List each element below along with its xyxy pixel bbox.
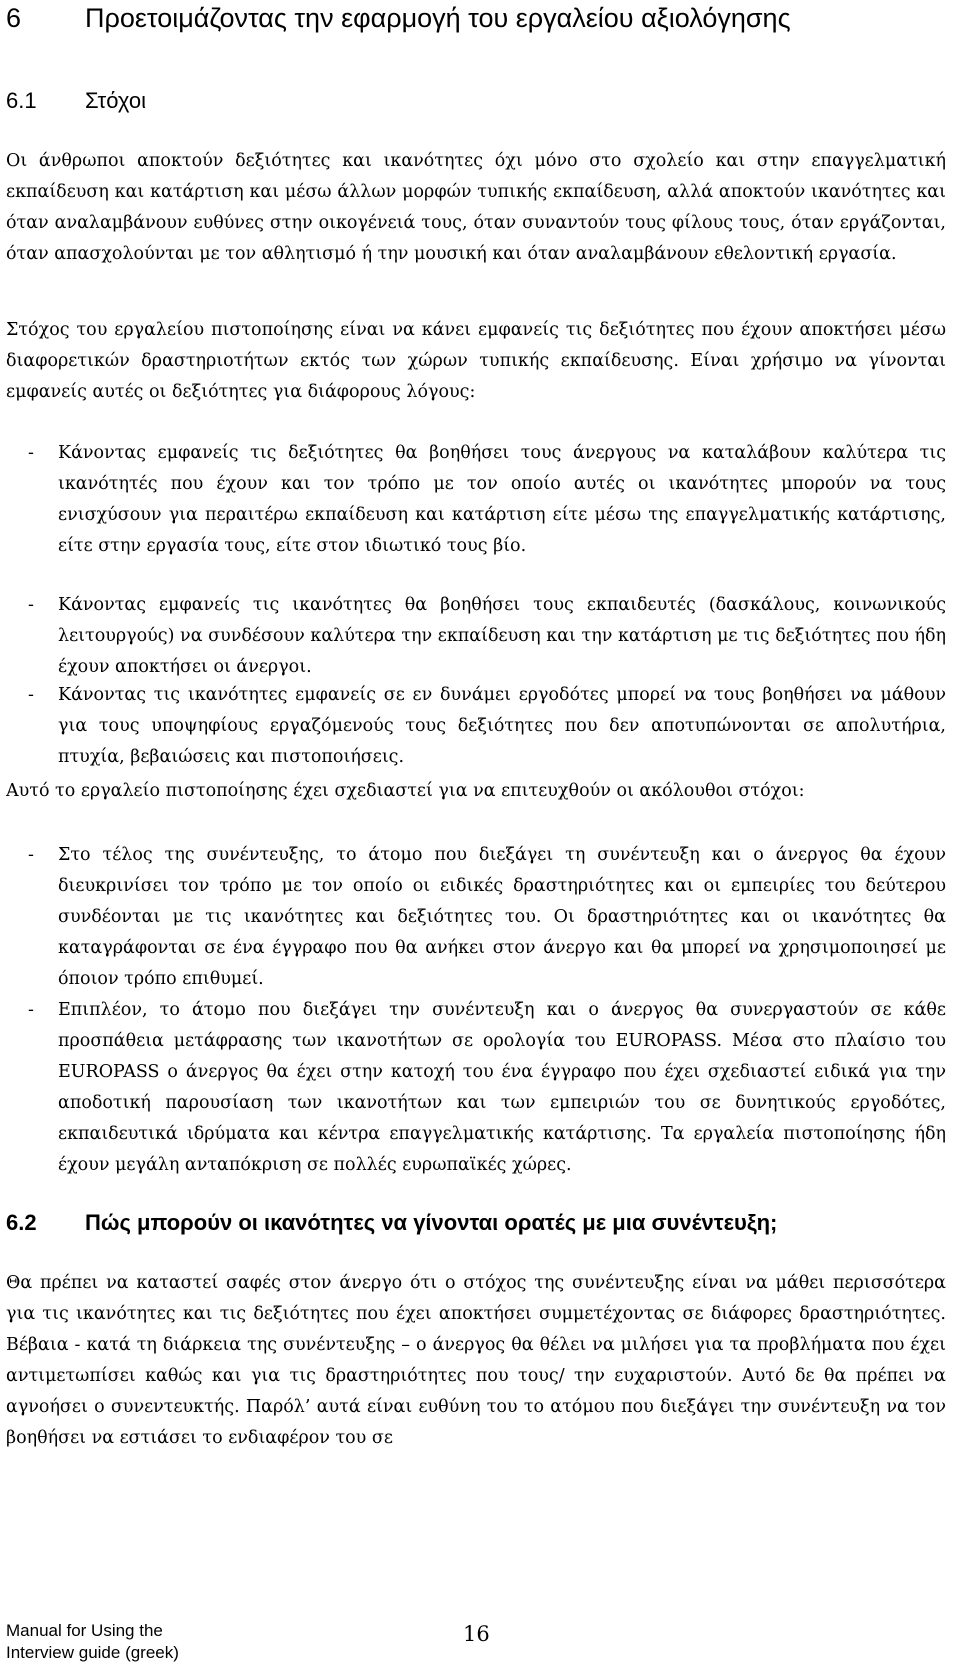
section-title: Προετοιμάζοντας την εφαρμογή του εργαλείου αξιολόγησης: [85, 3, 791, 33]
list-item-reason-2: - Κάνοντας εμφανείς τις ικανότητες θα βοηθήσει τους εκπαιδευτές (δασκάλους, κοινωνικούς λειτουργούς) να συνδέσουν καλύτερα την εκπαίδευση και την κατάρτιση με τις δεξιότητες που ήδη έχουν αποκτήσει οι άνεργοι.: [6, 590, 946, 683]
list-item-text: Επιπλέον, το άτομο που διεξάγει την συνέντευξη και ο άνεργος θα συνεργαστούν σε κάθε προσπάθεια μετάφρασης των ικανοτήτων σε ορολογία του EUROPASS. Μέσα στο πλαίσιο του EUROPASS ο άνεργος θα έχει στην κατοχή του ένα έγγραφο που έχει σχεδιαστεί ειδικά για την αποδοτική παρουσίαση των ικανοτήτων και των εμπειριών του σε δυνητικούς εργοδότες, εκπαιδευτικά ιδρύματα και κέντρα επαγγελματικής κατάρτισης. Τα εργαλεία πιστοποίησης ήδη έχουν μεγάλη ανταπόκριση σε πολλές ευρωπαϊκές χώρες.: [58, 1000, 946, 1175]
list-item-text: Κάνοντας εμφανείς τις δεξιότητες θα βοηθήσει τους άνεργους να καταλάβουν καλύτερα τις ικανότητές που έχουν και τον τρόπο με τον οποίο αυτές οι ικανότητες μπορούν να τους ενισχύσουν για περαιτέρω εκπαίδευση και κατάρτιση είτε μέσω της επαγγελματικής κατάρτισης, είτε στην εργασία τους, είτε στον ιδιωτικό τους βίο.: [58, 443, 946, 556]
footer-line-2: Interview guide (greek): [6, 1643, 179, 1662]
subsection-title: Πώς μπορούν οι ικανότητες να γίνονται ορατές με μια συνέντευξη;: [85, 1210, 778, 1235]
paragraph-tool-goals-intro: Αυτό το εργαλείο πιστοποίησης έχει σχεδιαστεί για να επιτευχθούν οι ακόλουθοι στόχοι:: [6, 781, 805, 801]
subsection-number: 6.2: [6, 1210, 37, 1235]
paragraph-skills-acquisition: Οι άνθρωποι αποκτούν δεξιότητες και ικανότητες όχι μόνο στο σχολείο και στην επαγγελματική εκπαίδευση και κατάρτιση και μέσω άλλων μορφών τυπικής εκπαίδευση, αλλά αποκτούν ικανότητες και όταν αναλαμβάνουν ευθύνες στην οικογένειά τους, όταν συναντούν τους φίλους τους, όταν εργάζονται, όταν απασχολούνται με τον αθλητισμό ή την μουσική και όταν αναλαμβάνουν εθελοντική εργασία.: [6, 151, 946, 264]
footer-line-1: Manual for Using the: [6, 1621, 163, 1640]
list-item-goal-1: - Στο τέλος της συνέντευξης, το άτομο που διεξάγει τη συνέντευξη και ο άνεργος θα έχουν διευκρινίσει τον τρόπο με τον οποίο οι ειδικές δραστηριότητες και οι εμπειρίες του δεύτερου συνδέονται με τις ικανότητες και δεξιότητες του. Οι δραστηριότητες και οι ικανότητες θα καταγράφονται σε ένα έγγραφο που θα ανήκει στον άνεργο και θα μπορεί να χρησιμοποιησεί με όποιον τρόπο επιθυμεί.: [6, 840, 946, 995]
subsection-heading-goals: [6, 86, 946, 116]
list-item-text: Στο τέλος της συνέντευξης, το άτομο που διεξάγει τη συνέντευξη και ο άνεργος θα έχουν διευκρινίσει τον τρόπο με τον οποίο οι ειδικές δραστηριότητες και οι εμπειρίες του δεύτερου συνδέονται με τις ικανότητες και δεξιότητες του. Οι δραστηριότητες και οι ικανότητες θα καταγράφονται σε ένα έγγραφο που θα ανήκει στον άνεργο και θα μπορεί να χρησιμοποιησεί με όποιον τρόπο επιθυμεί.: [58, 845, 946, 989]
list-item-reason-1: - Κάνοντας εμφανείς τις δεξιότητες θα βοηθήσει τους άνεργους να καταλάβουν καλύτερα τις ικανότητές που έχουν και τον τρόπο με τον οποίο αυτές οι ικανότητες μπορούν να τους ενισχύσουν για περαιτέρω εκπαίδευση και κατάρτιση είτε μέσω της επαγγελματικής κατάρτισης, είτε στην εργασία τους, είτε στον ιδιωτικό τους βίο.: [6, 438, 946, 562]
list-item-reason-3: - Κάνοντας τις ικανότητες εμφανείς σε εν δυνάμει εργοδότες μπορεί να τους βοηθήσει να μάθουν για τους υποψηφίους εργαζόμενούς τους δεξιότητες που δεν αποτυπώνονται σε απολυτήρια, πτυχία, βεβαιώσεις και πιστοποιήσεις.: [6, 680, 946, 773]
list-item-goal-2: - Επιπλέον, το άτομο που διεξάγει την συνέντευξη και ο άνεργος θα συνεργαστούν σε κάθε προσπάθεια μετάφρασης των ικανοτήτων σε ορολογία του EUROPASS. Μέσα στο πλαίσιο του EUROPASS ο άνεργος θα έχει στην κατοχή του ένα έγγραφο που έχει σχεδιαστεί ειδικά για την αποδοτική παρουσίαση των ικανοτήτων και των εμπειριών του σε δυνητικούς εργοδότες, εκπαιδευτικά ιδρύματα και κέντρα επαγγελματικής κατάρτισης. Τα εργαλεία πιστοποίησης ήδη έχουν μεγάλη ανταπόκριση σε πολλές ευρωπαϊκές χώρες.: [6, 995, 946, 1181]
page-number: 16: [463, 1622, 490, 1646]
list-item-text: Κάνοντας τις ικανότητες εμφανείς σε εν δυνάμει εργοδότες μπορεί να τους βοηθήσει να μάθουν για τους υποψηφίους εργαζόμενούς τους δεξιότητες που δεν αποτυπώνονται σε απολυτήρια, πτυχία, βεβαιώσεις και πιστοποιήσεις.: [58, 685, 946, 767]
paragraph-interview-focus: Θα πρέπει να καταστεί σαφές στον άνεργο ότι ο στόχος της συνέντευξης είναι να μάθει περισσότερα για τις ικανότητες και τις δεξιότητες που έχει αποκτήσει συμμετέχοντας σε διάφορες δραστηριότητες. Βέβαια - κατά τη διάρκεια της συνέντευξης – ο άνεργος θα θέλει να μιλήσει για τα προβλήματα που έχει αντιμετωπίσει καθώς και για τις δραστηριότητες που τους/ την ευχαριστούν. Αυτό δε θα πρέπει να αγνοήσει ο συνεντευκτής. Παρόλ’ αυτά είναι ευθύνη του το ατόμου που διεξάγει την συνέντευξη να τον βοηθήσει να εστιάσει το ενδιαφέρον του σε: [6, 1273, 946, 1448]
footer-document-title: [6, 1620, 179, 1664]
list-item-text: Κάνοντας εμφανείς τις ικανότητες θα βοηθήσει τους εκπαιδευτές (δασκάλους, κοινωνικούς λειτουργούς) να συνδέσουν καλύτερα την εκπαίδευση και την κατάρτιση με τις δεξιότητες που ήδη έχουν αποκτήσει οι άνεργοι.: [58, 595, 946, 677]
section-heading: [6, 0, 946, 36]
subsection-number: 6.1: [6, 88, 37, 113]
section-number: 6: [6, 3, 22, 33]
subsection-heading-interview: [6, 1208, 946, 1238]
subsection-title: Στόχοι: [85, 88, 146, 113]
paragraph-tool-purpose: Στόχος του εργαλείου πιστοποίησης είναι να κάνει εμφανείς τις δεξιότητες που έχουν αποκτήσει μέσω διαφορετικών δραστηριοτήτων εκτός των χώρων τυπικής εκπαίδευσης. Είναι χρήσιμο να γίνονται εμφανείς αυτές οι δεξιότητες για διάφορους λόγους:: [6, 320, 946, 402]
